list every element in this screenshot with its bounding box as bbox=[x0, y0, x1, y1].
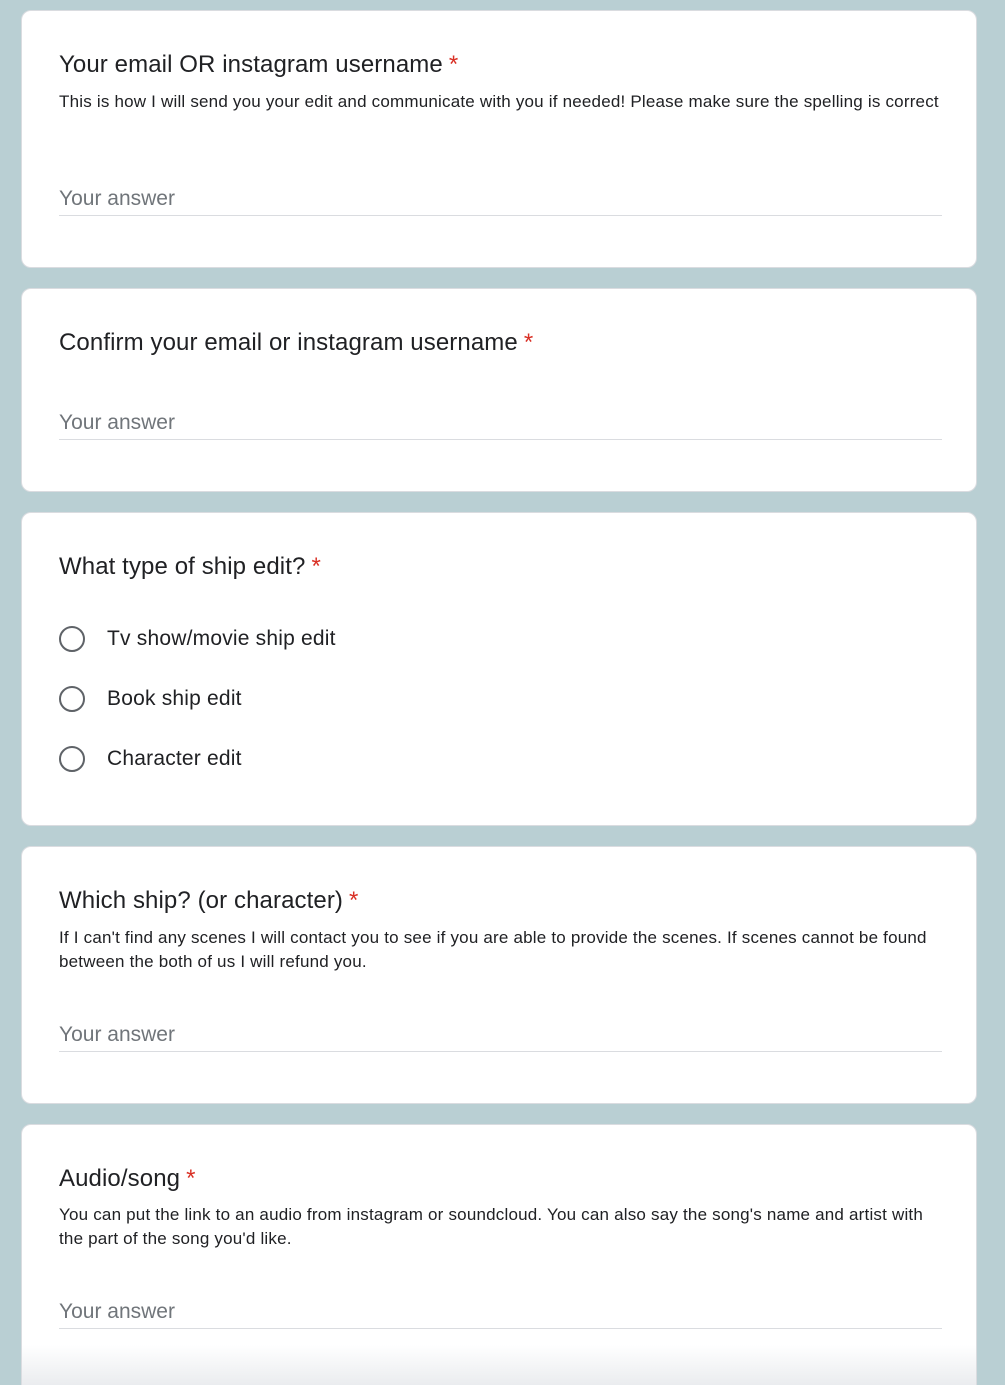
question-title-text: Audio/song bbox=[59, 1165, 181, 1192]
question-card-audio-song bbox=[21, 1124, 977, 1385]
question-card-ship-type bbox=[21, 512, 977, 826]
question-description: If I can't find any scenes I will contact you to see if you are able to provide the scenes. If scenes cannot be found between the both of us I will refund you. bbox=[59, 928, 927, 971]
radio-option-label: Book ship edit bbox=[107, 687, 242, 710]
radio-option-character[interactable] bbox=[59, 742, 242, 776]
question-title bbox=[59, 51, 458, 79]
question-description: You can put the link to an audio from instagram or soundcloud. You can also say the song's name and artist with the part of the song you'd like. bbox=[59, 1205, 924, 1248]
radio-option-label: Character edit bbox=[107, 747, 242, 770]
required-asterisk: * bbox=[186, 1165, 196, 1192]
question-card-confirm-email bbox=[21, 288, 977, 492]
question-title-text: Your email OR instagram username bbox=[59, 51, 443, 78]
radio-option-label: Tv show/movie ship edit bbox=[107, 627, 336, 650]
question-title bbox=[59, 329, 533, 357]
required-asterisk: * bbox=[523, 329, 534, 356]
radio-option-tv-show-movie[interactable] bbox=[59, 622, 336, 656]
question-title bbox=[59, 553, 321, 581]
question-title-text: What type of ship edit? bbox=[59, 553, 306, 580]
question-title-text: Confirm your email or instagram username bbox=[59, 329, 518, 356]
required-asterisk: * bbox=[448, 51, 459, 78]
question-title bbox=[59, 1165, 196, 1193]
question-title bbox=[59, 887, 358, 915]
radio-option-book[interactable] bbox=[59, 682, 242, 716]
question-card-email bbox=[21, 10, 977, 268]
audio-song-answer-input[interactable] bbox=[59, 1296, 942, 1329]
question-description: This is how I will send you your edit and communicate with you if needed! Please make sure the spelling is correct bbox=[59, 92, 939, 111]
email-answer-input[interactable] bbox=[59, 183, 942, 216]
question-card-which-ship bbox=[21, 846, 977, 1104]
confirm-email-answer-input[interactable] bbox=[59, 407, 942, 440]
question-title-text: Which ship? (or character) bbox=[59, 887, 344, 914]
required-asterisk: * bbox=[349, 887, 359, 914]
radio-button[interactable] bbox=[59, 746, 85, 772]
required-asterisk: * bbox=[311, 553, 321, 580]
which-ship-answer-input[interactable] bbox=[59, 1019, 942, 1052]
radio-button[interactable] bbox=[59, 626, 85, 652]
radio-button[interactable] bbox=[59, 686, 85, 712]
